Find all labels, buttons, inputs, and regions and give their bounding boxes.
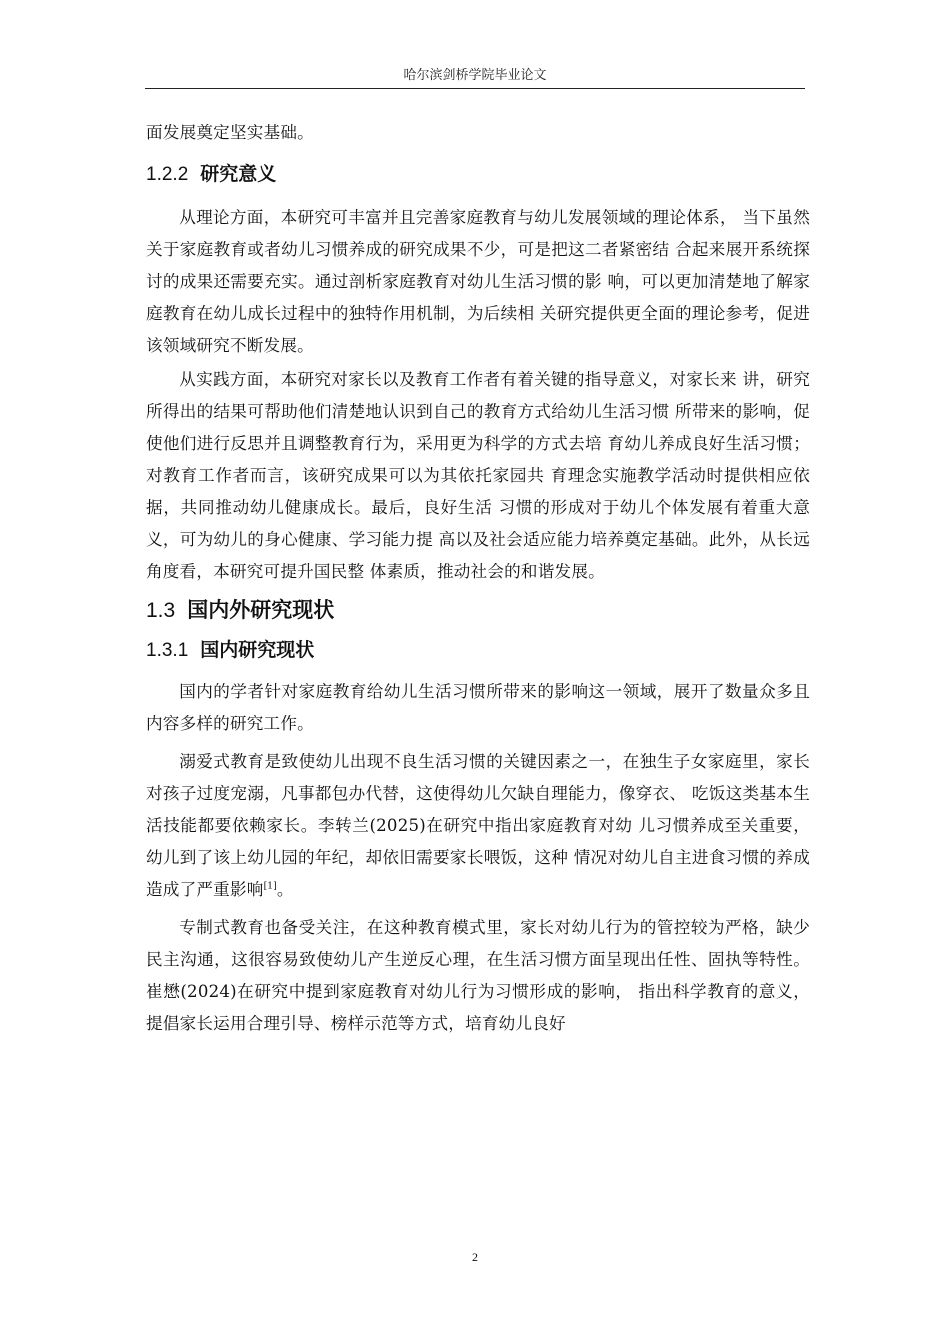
paragraph: 从实践方面，本研究对家长以及教育工作者有着关键的指导意义，对家长来 讲，研究所得出的结果可帮助他们清楚地认识到自己的教育方式给幼儿生活习惯 所带来的影响，促使他们进行反思并且调整教育行为，采用更为科学的方式去培 育幼儿养成良好生活习惯；对教育工作者而言，该研究成果可以为其依托家园共 育理念实施教学活动时提供相应依据，共同推动幼儿健康成长。最后，良好生活 习惯的形成对于幼儿个体发展有着重大意义，可为幼儿的身心健康、学习能力提 高以及社会适应能力培养奠定基础。此外，从长远角度看，本研究可提升国民整 体素质，推动社会的和谐发展。 — [146, 370, 810, 581]
paragraph: 专制式教育也备受关注，在这种教育模式里，家长对幼儿行为的管控较为严格，缺少民主沟通，这很容易致使幼儿产生逆反心理，在生活习惯方面呈现出任性、固执等特性。崔懋(2024)在研究中提到家庭教育对幼儿行为习惯形成的影响， 指出科学教育的意义，提倡家长运用合理引导、榜样示范等方式，培育幼儿良好 — [146, 918, 810, 1033]
section-heading-1-3 — [146, 594, 810, 627]
document-body — [146, 117, 810, 1040]
section-title: 国内研究现状 — [200, 639, 315, 661]
paragraph — [146, 746, 810, 906]
paragraph-end: 。 — [276, 880, 294, 899]
section-title: 国内外研究现状 — [187, 598, 335, 622]
section-title: 研究意义 — [200, 163, 277, 185]
section-number: 1.3 — [146, 599, 176, 622]
section-number: 1.3.1 — [146, 640, 189, 661]
citation-ref: [1] — [263, 881, 277, 892]
section-number: 1.2.2 — [146, 164, 189, 185]
paragraph: 国内的学者针对家庭教育给幼儿生活习惯所带来的影响这一领域，展开了数量众多且内容多样的研究工作。 — [146, 682, 810, 733]
continuation-text: 面发展奠定坚实基础。 — [146, 123, 314, 142]
paragraph: 从理论方面，本研究可丰富并且完善家庭教育与幼儿发展领域的理论体系， 当下虽然关于家庭教育或者幼儿习惯养成的研究成果不少，可是把这二者紧密结 合起来展开系统探讨的成果还需要充实。通过剖析家庭教育对幼儿生活习惯的影 响，可以更加清楚地了解家庭教育在幼儿成长过程中的独特作用机制，为后续相 关研究提供更全面的理论参考，促进该领域研究不断发展。 — [146, 208, 810, 355]
section-heading-1-2-2 — [146, 159, 810, 190]
page-header-title: 哈尔滨剑桥学院毕业论文 — [403, 68, 547, 83]
section-heading-1-3-1 — [146, 635, 810, 666]
header-divider — [145, 88, 805, 89]
page-number: 2 — [472, 1250, 478, 1264]
paragraph-text: 溺爱式教育是致使幼儿出现不良生活习惯的关键因素之一，在独生子女家庭里，家长对孩子过度宠溺，凡事都包办代替，这使得幼儿欠缺自理能力，像穿衣、 吃饭这类基本生活技能都要依赖家长。李转兰(2025)在研究中指出家庭教育对幼 儿习惯养成至关重要，幼儿到了该上幼儿园的年纪，却依旧需要家长喂饭，这种 情况对幼儿自主进食习惯的养成造成了严重影响 — [146, 752, 810, 899]
